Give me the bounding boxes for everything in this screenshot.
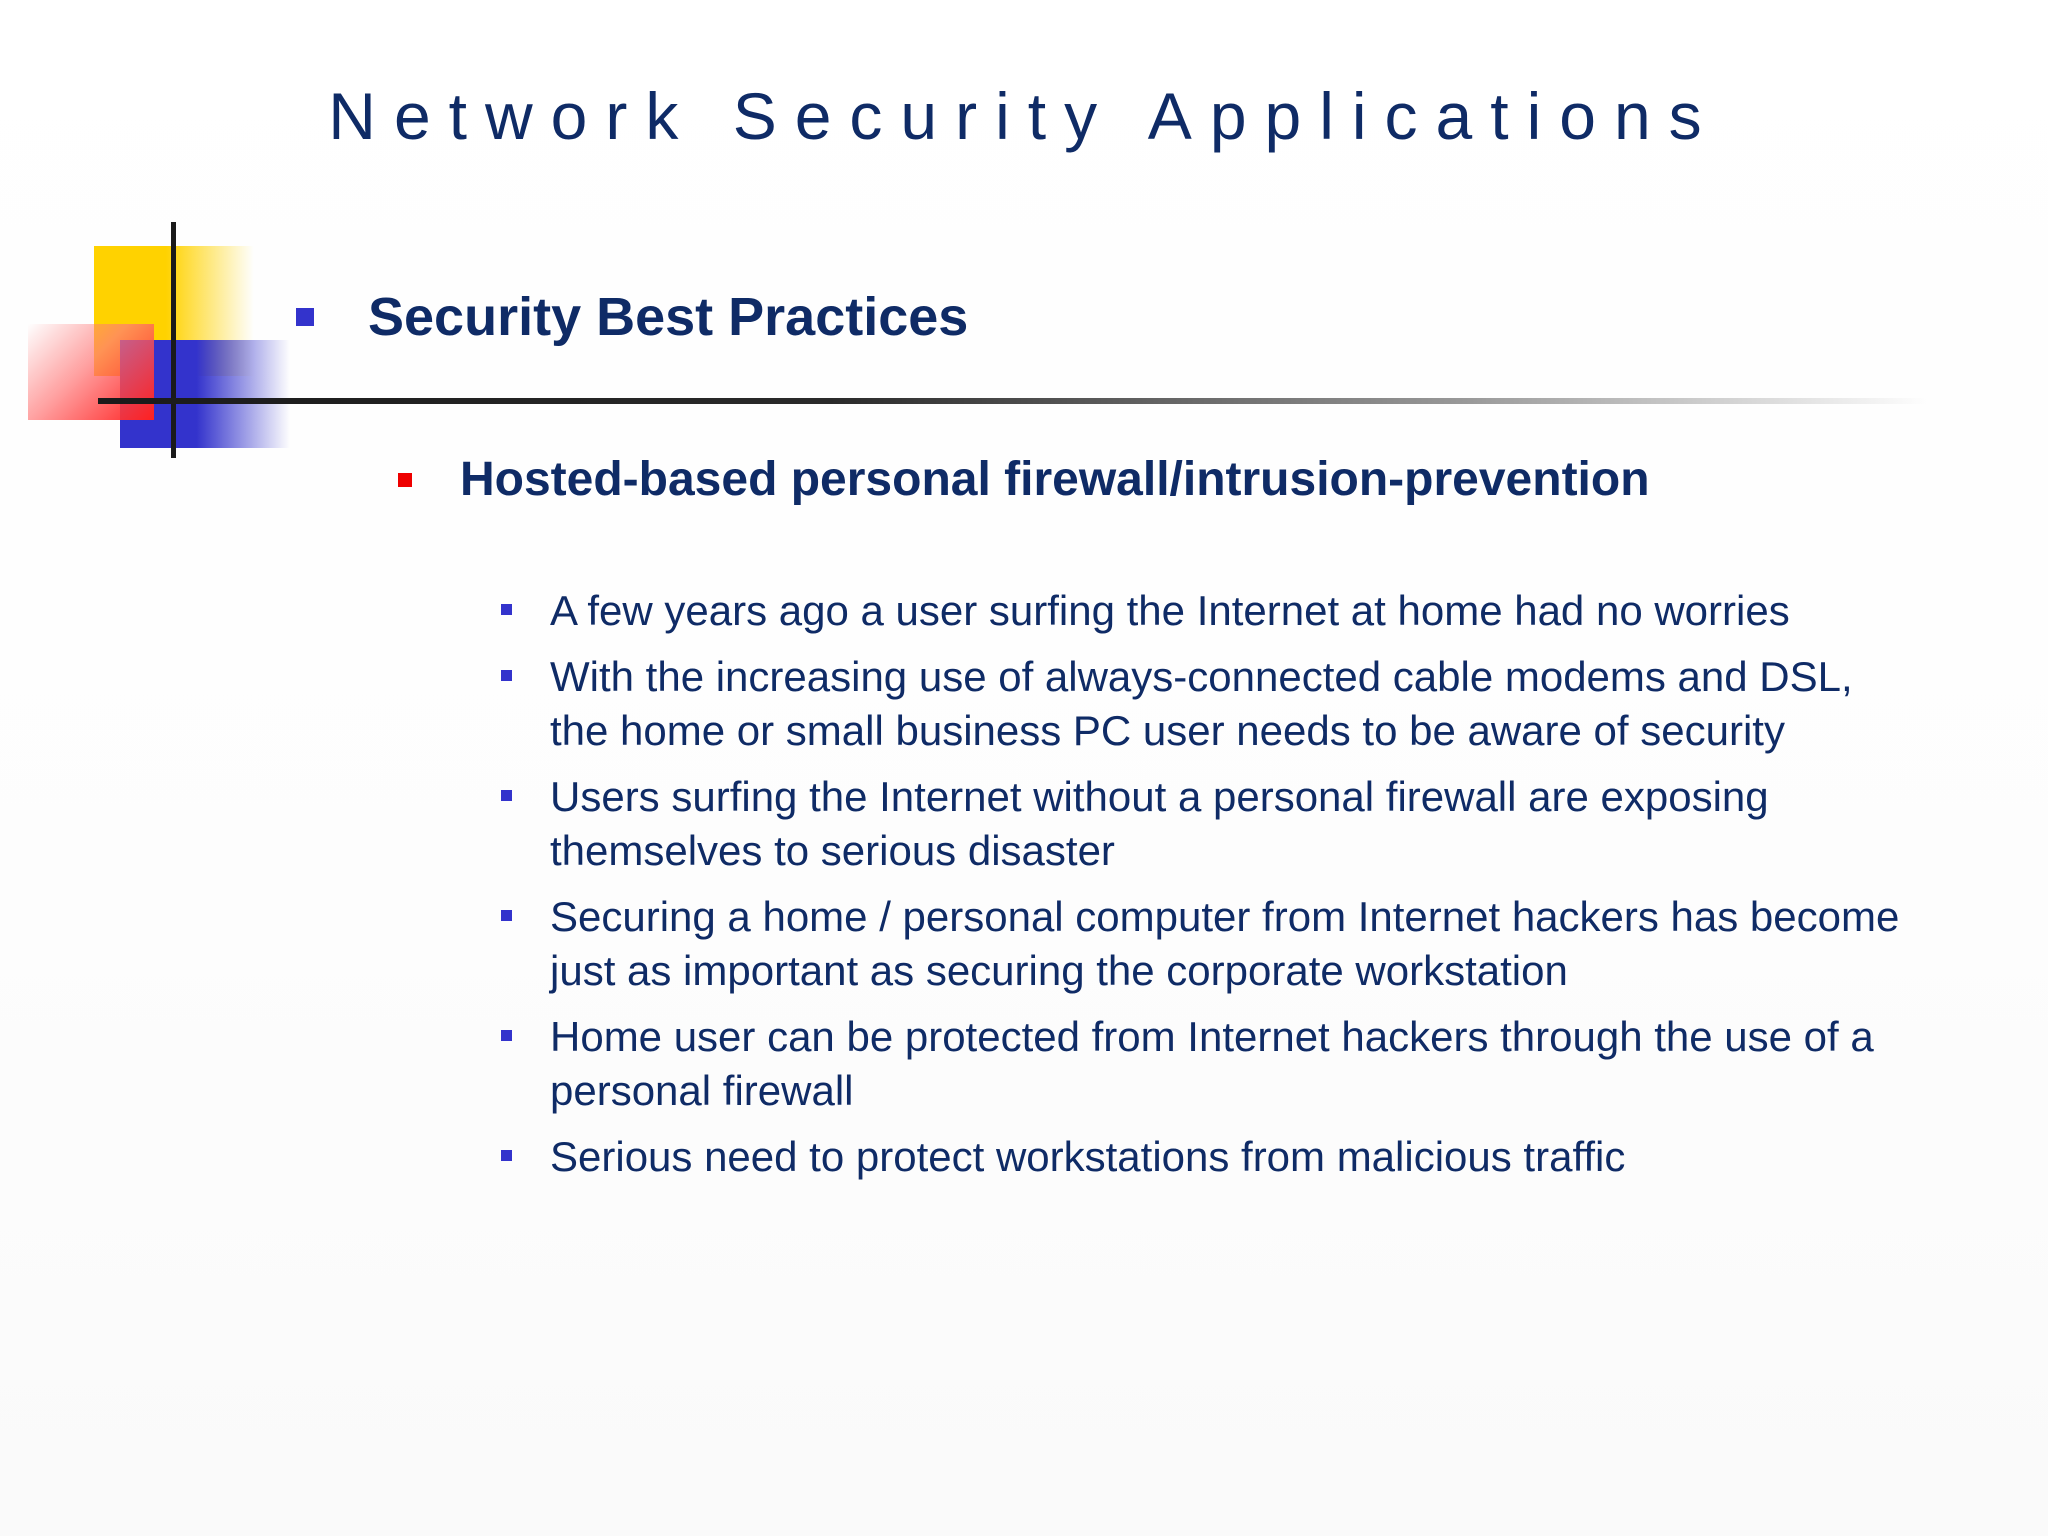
bullet-level1-text: Security Best Practices (368, 287, 969, 347)
list-item-text: Home user can be protected from Internet hackers through the use of a personal firewall (550, 1013, 1874, 1114)
list-item-text: Securing a home / personal computer from Internet hackers has become just as important as securing the corporate workstation (550, 893, 1900, 994)
list-item (498, 650, 1918, 758)
vertical-line-decoration (171, 222, 176, 458)
square-bullet-icon (501, 1150, 512, 1161)
list-item (498, 770, 1918, 878)
square-bullet-icon (501, 604, 512, 615)
bullet-level1 (296, 286, 968, 348)
horizontal-rule (98, 398, 1928, 404)
square-bullet-icon (501, 790, 512, 801)
red-square-decoration (28, 324, 154, 420)
list-item (498, 1010, 1918, 1118)
bullet-level2-text: Hosted-based personal firewall/intrusion-prevention (460, 453, 1650, 506)
red-square-bullet-icon (398, 473, 412, 487)
square-bullet-icon (296, 308, 314, 326)
list-item-text: Users surfing the Internet without a personal firewall are exposing themselves to serious disaster (550, 773, 1769, 874)
decorative-logo (0, 0, 320, 480)
list-item (498, 890, 1918, 998)
bullet-level2 (398, 452, 1650, 507)
square-bullet-icon (501, 670, 512, 681)
slide-title: Network Security Applications (328, 79, 1720, 153)
square-bullet-icon (501, 1030, 512, 1041)
list-item-text: With the increasing use of always-connected cable modems and DSL, the home or small business PC user needs to be aware of security (550, 653, 1853, 754)
square-bullet-icon (501, 910, 512, 921)
list-item (498, 1130, 1918, 1184)
list-item (498, 584, 1918, 638)
bullet-list-level3 (498, 584, 1918, 1196)
list-item-text: A few years ago a user surfing the Internet at home had no worries (550, 587, 1790, 634)
list-item-text: Serious need to protect workstations from malicious traffic (550, 1133, 1626, 1180)
